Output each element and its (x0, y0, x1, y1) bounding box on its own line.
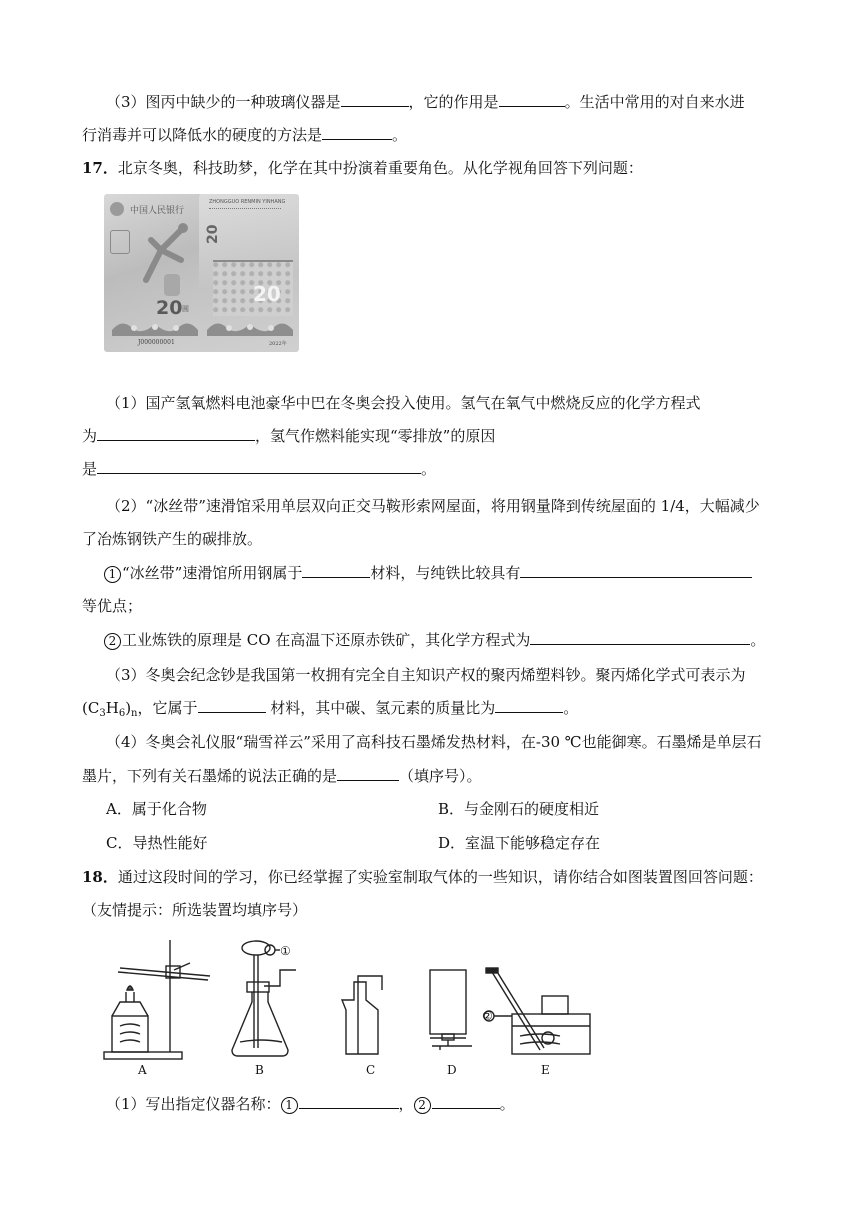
blank-steel-material[interactable] (302, 563, 370, 578)
formula-part-h: H (105, 699, 119, 717)
national-emblem-icon (110, 202, 124, 216)
circled-number-2-q18: 2 (414, 1097, 431, 1114)
banknote1-title: 中国人民银行 (130, 206, 185, 216)
blank-mass-ratio[interactable] (495, 698, 563, 713)
q17-3-text-b: ，它属于 (137, 699, 198, 717)
blank-polypropylene-material[interactable] (198, 698, 266, 713)
q17-4-text-c: （填序号）。 (399, 767, 482, 785)
formula-part-c: (C (82, 699, 100, 717)
blank-instrument-2[interactable] (432, 1094, 500, 1109)
q16-3-line1 (106, 92, 745, 112)
q17-1-line1 (106, 393, 701, 413)
q18-1-text-a: （1）写出指定仪器名称： (106, 1095, 281, 1113)
mongolian-script-line (209, 208, 281, 211)
q16-3-text-b: ，它的作用是 (408, 93, 499, 111)
q17-2-sub1-text-b: 材料，与纯铁比较具有 (370, 564, 521, 582)
banknote-front-image (104, 194, 204, 352)
banknote-back-image (199, 194, 299, 352)
blank-hydrogen-equation[interactable] (97, 426, 255, 441)
q17-2-sub1-line2 (82, 596, 142, 616)
blank-glass-instrument[interactable] (341, 92, 409, 107)
formula-sub-n: n (131, 708, 138, 719)
q17-3-line1 (106, 665, 746, 685)
q16-3-line2 (82, 125, 407, 145)
q17-number: 17． (82, 159, 118, 177)
formula-sub-3: 3 (99, 708, 106, 719)
banknote2-title: ZHONGGUO RENMIN YINHANG (209, 199, 286, 205)
apparatus-c (342, 976, 382, 1054)
apparatus-b (232, 941, 296, 1056)
q17-1-line3 (82, 459, 436, 479)
q17-2-sub1-text-c: 等优点； (82, 597, 143, 615)
q18-1-sep: ， (398, 1095, 414, 1113)
q18-1-end: 。 (499, 1095, 515, 1113)
banknote1-serial: J000000001 (138, 339, 175, 346)
circled-number-2: 2 (104, 633, 121, 650)
q17-1-text-b: 为 (82, 427, 98, 445)
q17-3-line2 (82, 698, 578, 718)
apparatus-a (104, 940, 210, 1059)
banknote2-value: 20 (253, 282, 281, 306)
blank-steel-advantage[interactable] (520, 563, 752, 578)
q18-1-line (106, 1094, 515, 1114)
blank-ironmaking-equation[interactable] (530, 630, 750, 645)
q16-3-text-d: 行消毒并可以降低水的硬度的方法是 (82, 126, 323, 144)
q17-stem-text: 北京冬奥，科技助梦，化学在其中扮演着重要角色。从化学视角回答下列问题： (117, 159, 643, 177)
circled-number-1: 1 (104, 566, 121, 583)
skater-illustration (126, 220, 196, 290)
blank-zero-emission-reason[interactable] (97, 459, 421, 474)
formula-part-close: ) (125, 699, 132, 717)
banknote1-value: 20 (156, 297, 183, 319)
q18-hint: （友情提示：所选装置均填序号） (82, 901, 308, 919)
label-b: B (255, 1063, 264, 1077)
mark-1: ① (280, 944, 291, 958)
blank-disinfect-method[interactable] (322, 125, 392, 140)
wave-pattern-back (207, 318, 293, 336)
q17-4-line2 (82, 766, 482, 786)
winter-symbol-icon (164, 274, 180, 296)
q17-2-sub1-text-a: “冰丝带”速滑馆所用钢属于 (122, 564, 303, 582)
option-a[interactable]: A．属于化合物 (106, 800, 207, 818)
wave-pattern (112, 318, 198, 336)
label-d: D (447, 1063, 457, 1077)
q18-stem-text: 通过这段时间的学习，你已经掌握了实验室制取气体的一些知识，请你结合如图装置图回答问题： (117, 868, 763, 886)
q17-stem (82, 158, 643, 178)
q17-4-text-a: （4）冬奥会礼仪服“瑞雪祥云”采用了高科技石墨烯发热材料，在-30 ℃也能御寒。石墨烯是单层石 (106, 733, 762, 751)
lab-apparatus-figure (100, 930, 600, 1080)
q16-3-text-c: 。生活中常用的对自来水进 (564, 93, 745, 111)
q17-1-text-c: ，氢气作燃料能实现“零排放”的原因 (255, 427, 496, 445)
q17-4-line1 (106, 732, 762, 752)
q17-2-text-a: （2）“冰丝带”速滑馆采用单层双向正交马鞍形索网屋面，将用钢量降到传统屋面的 1/4，大幅减少 (106, 497, 760, 515)
q17-1-line2 (82, 426, 495, 446)
q16-3-text-a: （3）图丙中缺少的一种玻璃仪器是 (106, 93, 341, 111)
q17-3-text-d: 。 (563, 699, 579, 717)
q17-2-sub1 (104, 563, 752, 583)
q17-2-line2 (82, 529, 262, 549)
label-a: A (138, 1063, 147, 1077)
q17-4-text-b: 墨片，下列有关石墨烯的说法正确的是 (82, 767, 338, 785)
label-c: C (366, 1063, 376, 1077)
q17-1-text-e: 。 (421, 460, 437, 478)
q17-1-text-d: 是 (82, 460, 98, 478)
q17-2-sub2 (104, 630, 765, 650)
apparatus-d (430, 970, 472, 1050)
polypropylene-formula (82, 699, 138, 717)
q17-3-text-c: 材料，其中碳、氢元素的质量比为 (265, 699, 496, 717)
option-d[interactable]: D．室温下能够稳定存在 (438, 834, 601, 852)
blank-graphene-answer[interactable] (337, 766, 399, 781)
blank-instrument-1[interactable] (299, 1094, 399, 1109)
q18-stem (82, 867, 763, 887)
q16-3-text-e: 。 (392, 126, 408, 144)
apparatus-e (484, 968, 590, 1054)
circled-number-1-q18: 1 (281, 1097, 298, 1114)
q17-2-text-b: 了冶炼钢铁产生的碳排放。 (82, 530, 263, 548)
banknote2-year: 2022年 (269, 341, 287, 347)
q17-2-sub2-text-a: 工业炼铁的原理是 CO 在高温下还原赤铁矿，其化学方程式为 (122, 631, 531, 649)
blank-instrument-function[interactable] (499, 92, 565, 107)
mark-2: ② (482, 1009, 493, 1023)
label-e: E (541, 1063, 550, 1077)
option-b[interactable]: B．与金刚石的硬度相近 (438, 800, 600, 818)
banknote1-unit: 圆 (182, 305, 189, 313)
banknote2-vertical-value: 20 (205, 224, 221, 244)
option-c[interactable]: C．导热性能好 (106, 834, 208, 852)
q18-number: 18． (82, 868, 118, 886)
q17-2-sub2-text-b: 。 (750, 631, 766, 649)
formula-sub-6: 6 (118, 708, 126, 719)
q17-3-text-a: （3）冬奥会纪念钞是我国第一枚拥有完全自主知识产权的聚丙烯塑料钞。聚丙烯化学式可表示为 (106, 666, 746, 684)
q17-1-text-a: （1）国产氢氧燃料电池豪华中巴在冬奥会投入使用。氢气在氧气中燃烧反应的化学方程式 (106, 394, 701, 412)
q17-2-line1 (106, 496, 760, 516)
